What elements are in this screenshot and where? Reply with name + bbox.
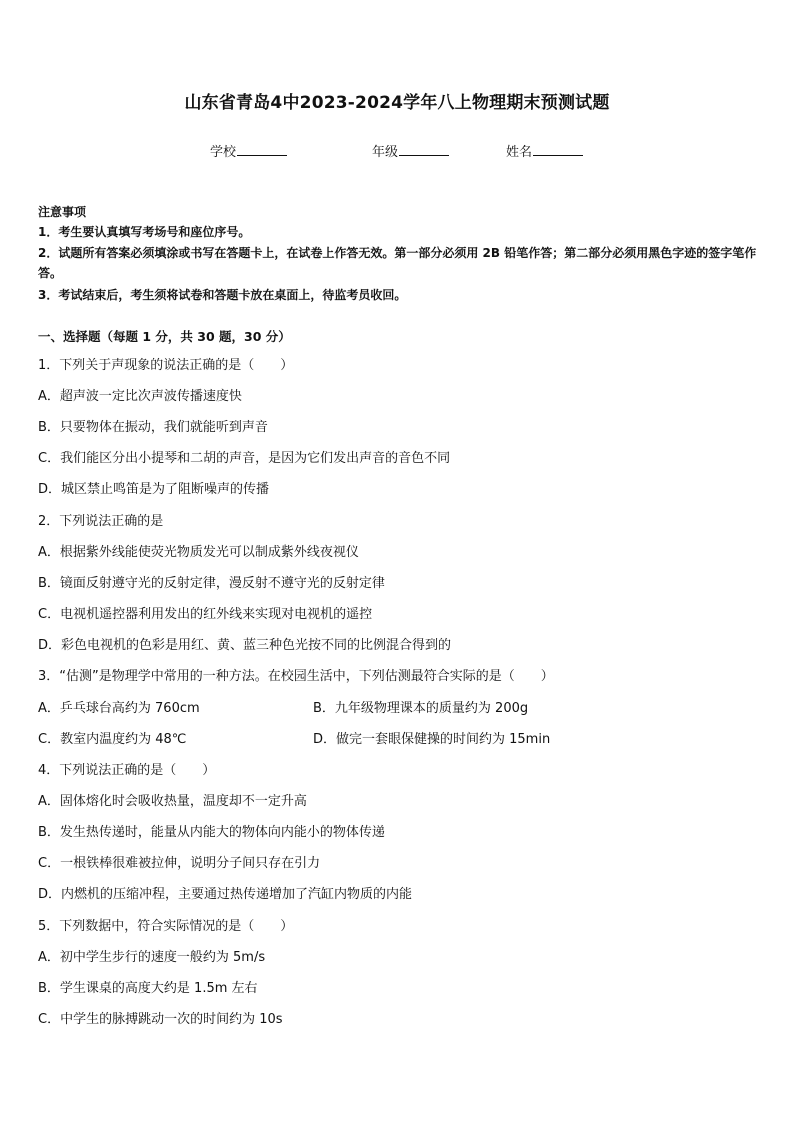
question-option: C．中学生的脉搏跳动一次的时间约为 10s xyxy=(38,1012,283,1027)
notice-item: 2．试题所有答案必须填涂或书写在答题卡上，在试卷上作答无效。第一部分必须用 2B 铅笔作答；第二部分必须用黑色字迹的签字笔作答。 xyxy=(38,246,757,280)
question-stem: 2．下列说法正确的是 xyxy=(38,514,164,529)
question-option: B．镜面反射遵守光的反射定律，漫反射不遵守光的反射定律 xyxy=(38,576,385,591)
question-option: D．彩色电视机的色彩是用红、黄、蓝三种色光按不同的比例混合得到的 xyxy=(38,638,452,653)
question-stem: 4．下列说法正确的是（ ） xyxy=(38,763,216,778)
question-option: A．初中学生步行的速度一般约为 5m/s xyxy=(38,950,266,965)
question-stem: 5．下列数据中，符合实际情况的是（ ） xyxy=(38,919,294,934)
question-option: D．城区禁止鸣笛是为了阻断噪声的传播 xyxy=(38,482,270,497)
grade-field xyxy=(372,141,449,160)
notice-item: 3．考试结束后，考生须将试卷和答题卡放在桌面上，待监考员收回。 xyxy=(38,288,407,302)
question-option: C．一根铁棒很难被拉伸，说明分子间只存在引力 xyxy=(38,856,321,871)
school-field xyxy=(210,141,287,160)
name-field xyxy=(506,141,583,160)
question-option: A．超声波一定比次声波传播速度快 xyxy=(38,389,242,404)
question-option: D．内燃机的压缩冲程，主要通过热传递增加了汽缸内物质的内能 xyxy=(38,887,413,902)
question-option: B．只要物体在振动，我们就能听到声音 xyxy=(38,420,268,435)
notice-item: 1．考生要认真填写考场号和座位序号。 xyxy=(38,225,251,239)
school-label: 学校 xyxy=(210,145,237,160)
question-option: B．发生热传递时，能量从内能大的物体向内能小的物体传递 xyxy=(38,825,385,840)
question-option: C．教室内温度约为 48℃ xyxy=(38,732,187,747)
name-blank xyxy=(533,143,583,156)
question-option: A．根据紫外线能使荧光物质发光可以制成紫外线夜视仪 xyxy=(38,545,359,560)
question-option: B．学生课桌的高度大约是 1.5m 左右 xyxy=(38,981,258,996)
question-option: C．我们能区分出小提琴和二胡的声音，是因为它们发出声音的音色不同 xyxy=(38,451,451,466)
question-option: A．乒乓球台高约为 760cm xyxy=(38,701,200,716)
page-title: 山东省青岛4中2023-2024学年八上物理期末预测试题 xyxy=(184,93,610,113)
question-option: B．九年级物理课本的质量约为 200g xyxy=(313,701,529,716)
question-stem: 3．“估测”是物理学中常用的一种方法。在校园生活中，下列估测最符合实际的是（ ） xyxy=(38,669,554,684)
question-option: C．电视机遥控器利用发出的红外线来实现对电视机的遥控 xyxy=(38,607,373,622)
question-stem: 1．下列关于声现象的说法正确的是（ ） xyxy=(38,358,294,373)
school-blank xyxy=(237,143,287,156)
notice-heading: 注意事项 xyxy=(38,205,87,219)
grade-blank xyxy=(399,143,449,156)
grade-label: 年级 xyxy=(372,145,399,160)
section-title: 一、选择题（每题 1 分，共 30 题，30 分） xyxy=(38,329,291,344)
question-option: A．固体熔化时会吸收热量，温度却不一定升高 xyxy=(38,794,307,809)
name-label: 姓名 xyxy=(506,145,533,160)
question-option: D．做完一套眼保健操的时间约为 15min xyxy=(313,732,551,747)
